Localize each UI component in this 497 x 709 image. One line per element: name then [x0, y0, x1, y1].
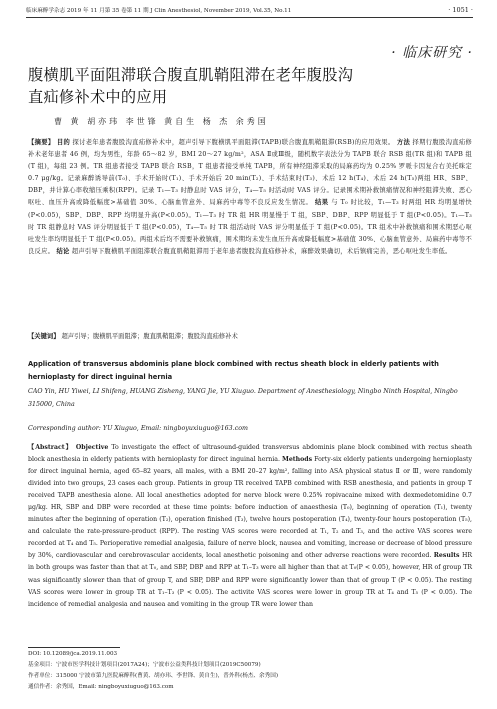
doi-line: DOI: 10.12089/jca.2019.11.003 [28, 651, 118, 657]
section-label: Results [433, 552, 460, 560]
section-text: 择期行腹股沟直疝修补术老年患者 46 例，均为男性，年龄 65～82 岁，BMI 20～27 kg/m²，ASA Ⅱ或Ⅲ级，随机数字表法分为 TAPB 联合 RSB 组(TR 组)和 TAPB 组(T 组)，每组 23 例。TR 组患者接受 TAPB 联合 RSB，T 组患者接受单纯 TAPB，所有神经阻滞采取的局麻药均为 0.25% 罗哌卡因复合右美托咪定 0.7 μg/kg。记录麻醉诱导前(T₀)、手术开始时(T₁)、手术开始后 20 min(T₂)、手术结束时(T₃)、术后 12 h(T₄)、术后 24 h(T₅)两组 HR、SBP、DBP，并计算心率收缩压乘积(RPP)。记录 T₁—T₃ 时静息时 VAS 评分，T₄—T₅ 时活动时 VAS 评分。记录围术期补救镇痛情况和神经阻滞失败、恶心呕吐、血压升高或降低幅度>基础值 30%、心脑血管意外、局麻药中毒等不良反应发生情况。 [28, 139, 473, 207]
section-text: 超声引导下腹横肌平面阻滞联合腹直肌鞘阻滞用于老年患者腹股沟直疝修补术，麻醉效果确切，术后镇痛完善，恶心呕吐发生率低。 [71, 247, 452, 255]
title-line: 直疝修补术中的应用 [28, 88, 168, 106]
section-text: Forty-six elderly patients undergoing hernioplasty for direct inguinal hernia, aged 65–82 years, all males, with a BMI 20–27 kg/m², falling into ASA physical status Ⅱ or Ⅲ, were randomly divided into two groups, 23 cases each group. Patients in group TR received TAPB combined with RSB anesthesia, and patients in group T received TAPB anesthesia alone. All local anesthetics adopted for nerve block were 0.25% ropivacaine mixed with dexmedetomidine 0.7 μg/kg. HR, SBP and DBP were recorded at these time points: before induction of anaesthesia (T₀), beginning of operation (T₁), twenty minutes after the beginning of operation (T₂), operation finished (T₃), twelve hours postoperation (T₄), twenty-four hours postoperation (T₅), and calculate the rate-pressure-product (RPP). The resting VAS scores were recorded at T₁, T₂ and T₃, and the active VAS scores were recorded at T₄ and T₅. Perioperative remedial analgesia, failure of nerve block, nausea and vomiting, increase or decrease of blood pressure by 30%, cardiovascular and cerebrovascular accidents, local anesthetic poisoning and other adverse reactions were recorded. [28, 456, 472, 560]
keywords-label: 【关键词】 [28, 333, 60, 340]
chinese-abstract [28, 137, 472, 258]
section-text: 与 T₀ 时比较，T₁—T₃ 时两组 HR 均明显增快(P<0.05)，SBP、DBP、RPP 均明显升高(P<0.05)。T₁—T₃ 时 TR 组 HR 明显慢于 T 组，SBP、DBP、RPP 明显低于 T 组(P<0.05)。T₁—T₃ 时 TR 组静息时 VAS 评分明显低于 T 组(P<0.05)，T₄—T₅ 时 TR 组活动时 VAS 评分明显低于 T 组(P<0.05)。TR 组术中补救镇痛和围术期恶心呕吐发生率均明显低于 T 组(P<0.05)。两组术后均不需要补救镇痛，围术期均未发生血压升高或降低幅度>基础值 30%、心脑血管意外、局麻药中毒等不良反应。 [28, 199, 472, 255]
section-label: 结果 [314, 199, 329, 207]
english-abstract [28, 442, 472, 611]
keywords-text: 超声引导；腹横肌平面阻滞；腹直肌鞘阻滞；腹股沟直疝修补术 [61, 333, 238, 340]
english-authors: CAO Yin, HU Yiwei, LI Shifeng, HUANG Zisheng, YANG Jie, YU Xiuguo. Department of Anesthesiology, Ningbo Ninth Hospital, Ningbo 315000, China [28, 388, 458, 409]
footnote-divider [28, 647, 120, 648]
affiliation-line: 作者单位：315000 宁波市第九医院麻醉科(曹黄、胡亦玮、李世锋、黄自生)，普外科(杨杰、余秀国) [28, 673, 279, 679]
article-title [28, 64, 408, 108]
page-number: · 1051 · [448, 6, 473, 14]
section-label: 结论 [56, 247, 70, 255]
section-label: Methods [281, 456, 313, 464]
author-list: 曹 黄 胡亦玮 李世锋 黄自生 杨 杰 余秀国 [54, 117, 269, 126]
correspondence-line: 通信作者：余秀国，Email: ningboyuxiuguo@163.com [28, 684, 174, 690]
section-text: To investigate the effect of ultrasound-guided transversus abdominis plane block combined with rectus sheath block anesthesia in elderly patients with hernioplasty for direct inguinal hernia. [28, 444, 472, 464]
title-line: 腹横肌平面阻滞联合腹直肌鞘阻滞在老年腹股沟 [28, 66, 354, 84]
journal-citation: 临床麻醉学杂志 2019 年 11 月第 35 卷第 11 期 J Clin Anesthesiol, November 2019, Vol.35, No.11 [26, 8, 292, 14]
section-label: 目的 [56, 139, 71, 146]
section-text: HR in both groups was faster than that at T₀, and SBP, DBP and RPP at T₁–T₃ were all higher than that at T₀(P < 0.05), however, HR of group TR was significantly slower than that of group T, and SBP, DBP and RPP were significantly lower than that of group T (P < 0.05). The resting VAS scores were lower in group TR at T₁–T₃ (P < 0.05). The activite VAS scores were lower in group TR at T₄ and T₅ (P < 0.05). The incidence of remedial analgesia and nausea and vomiting in the group TR were lower than [28, 552, 473, 608]
footnotes [28, 649, 472, 693]
column-tag: · 临床研究 · [391, 45, 473, 61]
abstract-label: 【摘要】 [28, 139, 55, 146]
chinese-keywords [28, 331, 472, 343]
section-label: 方法 [396, 139, 411, 146]
english-title: Application of transversus abdominis plane block combined with rectus sheath block in elderly patients with hernioplasty for direct inguinal hernia [28, 360, 439, 382]
abstract-label: 【Abstract】 [28, 444, 73, 451]
header-divider [26, 17, 473, 18]
funding-line: 基金项目：宁波市医学科技计划项目(2017A24)；宁波市公益类科技计划项目(2019C50079) [28, 662, 261, 668]
corresponding-author: Corresponding author: YU Xiuguo, Email: ningboyuxiuguo@163.com [28, 425, 248, 432]
section-label: Objective [75, 444, 109, 451]
section-text: 探讨老年患者腹股沟直疝修补术中，超声引导下腹横肌平面阻滞(TAPB)联合腹直肌鞘阻滞(RSB)的应用效果。 [72, 139, 395, 146]
